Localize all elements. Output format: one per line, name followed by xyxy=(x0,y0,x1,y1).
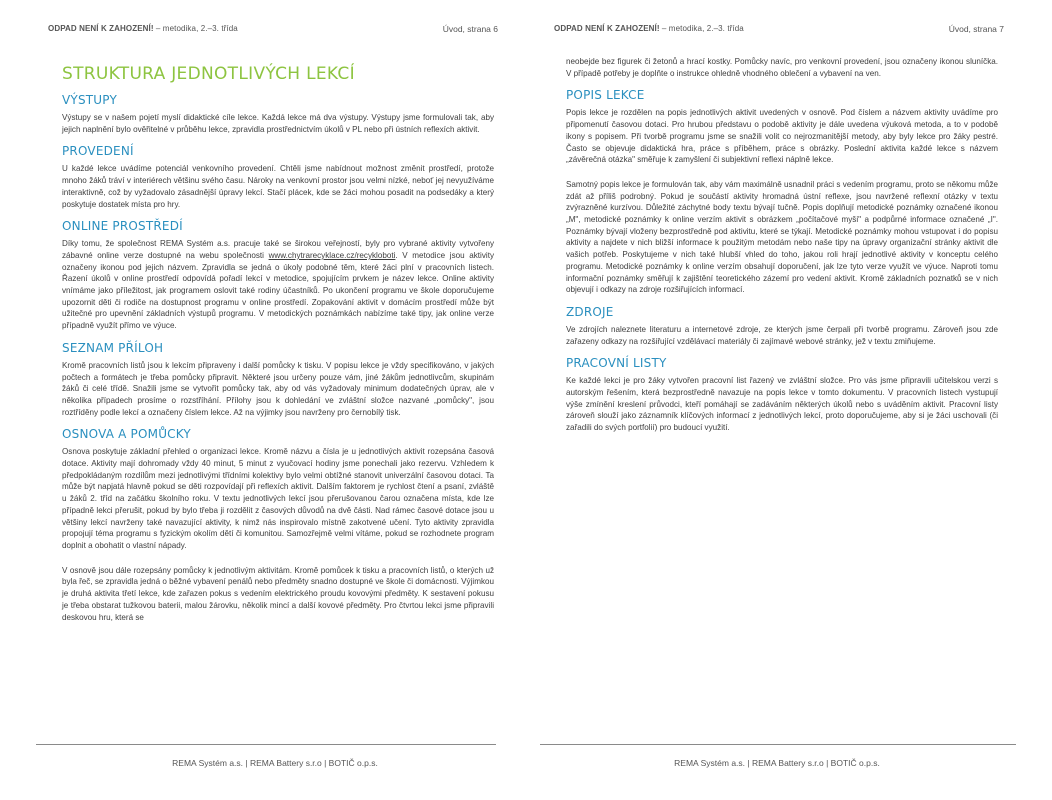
paragraph-provedeni: U každé lekce uvádíme potenciál venkovního provedení. Chtěli jsme nabídnout možnost změnit prostředí, protože mnoho žáků tráví v interiérech většinu svého času. Nároky na venkovní prostor jsou velmi nízké, neboť jej nevyužíváme interaktivně, což by vyžadovalo zásadnější úpravy lekcí. Stačí plácek, kde se žáci mohou posadit na podsedáky a který poskytuje dostatek místa pro hry. xyxy=(62,164,494,209)
paragraph-osnova-1: Osnova poskytuje základní přehled o organizaci lekce. Kromě názvu a čísla je u jednotlivých aktivit rozepsána časová dotace. Aktivity mají dohromady vždy 40 minut, 5 minut z vyučovací hodiny jsme ponechali jako rezervu. Vzhledem k předpokládaným rozdílům mezi jednotlivými třídními kolektivy bylo velmi obtížné stanovit univerzální časovou dotaci. Ta může být napjatá hlavně pokud se děti rozpovídají při reflexích aktivit. Dalším faktorem je rychlost čtení a psaní, zvláště u žáků 2. tříd na začátku školního roku. V textu jednotlivých lekcí jsou přerušovanou čarou označena místa, kde lze případně lekci přerušit, pokud by bylo třeba ji rozdělit z časových důvodů na dvě části. Nad rámec časové dotace jsou u většiny lekcí navrženy také navazující aktivity, k nimž nás inspirovalo místně zakotvené učení. Tyto aktivity zpravidla propojují téma programu s fyzickým okolím dětí či komunitou. Samozřejmě velmi vítáme, pokud se rozhodnete program doplnit a obohatit o vlastní nápady. xyxy=(62,447,494,550)
paragraph-pracovni-listy: Ke každé lekci je pro žáky vytvořen pracovní list řazený ve zvláštní složce. Pro vás jsme připravili učitelskou verzi s autorským řešením, která bezprostředně navazuje na popis lekce v tomto dokumentu. V pracovních listech vystupují výše zmínění kreslení průvodci, kteří pomáhají se zadáváním některých úkolů nebo s uváděním aktivit. Pracovní listy zároveň slouží jako záznamník klíčových informací z jednotlivých lekcí, proto doporučujeme, aby si je žáci uschovali (či zařadili do svých portfolií) pro budoucí využití. xyxy=(566,376,998,433)
section-heading-osnova: OSNOVA A POMŮCKY xyxy=(62,427,191,442)
right-page xyxy=(526,0,1052,800)
section-heading-popis: POPIS LEKCE xyxy=(566,88,645,103)
right-content xyxy=(566,56,998,438)
header-title-bold: ODPAD NENÍ K ZAHOZENÍ! xyxy=(554,24,660,33)
page-label: Úvod, strana 7 xyxy=(948,24,1004,34)
section-heading-zdroje: ZDROJE xyxy=(566,304,614,319)
paragraph-continuation: neobejde bez figurek či žetonů a hrací kostky. Pomůcky navíc, pro venkovní provedení, jsou označeny ikonou sluníčka. V případě potřeby je doplňte o instrukce ohledně vhodného oblečení a vybavení na ven. xyxy=(566,57,998,78)
footer-divider xyxy=(540,744,1016,745)
web-link[interactable]: www.chytrarecyklace.cz/recykloboti xyxy=(268,250,396,260)
paragraph-zdroje: Ve zdrojích naleznete literaturu a internetové zdroje, ze kterých jsme čerpali při tvorbě programu. Zároveň jsou zde zařazeny odkazy na rozšiřující vzdělávací materiály či zajímavé webové stránky, jež v textu zmiňujeme. xyxy=(566,324,998,346)
section-heading-provedeni: PROVEDENÍ xyxy=(62,144,134,159)
paragraph-osnova-2: V osnově jsou dále rozepsány pomůcky k jednotlivým aktivitám. Kromě pomůcek k tisku a pracovních listů, o kterých už byla řeč, se zpravidla jedná o běžné vybavení penálů nebo předměty snadno dostupné ve škole či domácnosti. Výjimkou je druhá aktivita třetí lekce, kde zařazen pokus s vedením elektrického proudu kovovými předměty. K sestavení pokusu je třeba obstarat tužkovou baterii, malou žárovku, několik mincí a další kovové předměty. Pro čtvrtou lekci jsme připravili deskovou hru, která se xyxy=(62,565,494,622)
section-heading-online: ONLINE PROSTŘEDÍ xyxy=(62,219,183,234)
header-title-rest: – metodika, 2.–3. třída xyxy=(659,24,744,33)
paragraph-vystupy: Výstupy se v našem pojetí myslí didaktické cíle lekce. Každá lekce má dva výstupy. Výstupy jsme formulovali tak, aby jejich naplnění bylo ověřitelné v průběhu lekce, zpravidla prostřednictvím úkolů v PL nebo při ústních reflexích aktivit. xyxy=(62,113,494,134)
paragraph-prilohy: Kromě pracovních listů jsou k lekcím připraveny i další pomůcky k tisku. V popisu lekce je vždy specifikováno, v jakých počtech a formátech je třeba pomůcky připravit. Některé jsou určeny pouze vám, jiné žákům jednotlivcům, skupinám žáků či celé třídě. Snažili jsme se vytvořit pomůcky tak, aby od vás vyžadovaly minimum dodatečných úprav, ale v několika případech prosíme o rozstříhání. Přílohy jsou k dohledání ve zvláštní složce nazvané „pomůcky", jsou roztříděny podle lekcí a označeny číslem lekce. Až na výjimky jsou navrženy pro černobílý tisk. xyxy=(62,360,494,417)
paragraph-popis-2: Samotný popis lekce je formulován tak, aby vám maximálně usnadnil práci s vedením programu, proto se někomu může zdát až příliš podrobný. Pokud je součástí aktivity hromadná ústní reflexe, jsou navržené reflexní otázky v textu zvýrazněné kurzívou. Důležité záchytné body textu bývají tučně. Popis doplňují metodické poznámky označené ikonou „M", metodické poznámky k online verzím aktivit s obrázkem „počítačové myši" a podpůrné informace označené „I". Poznámky bývají vloženy bezprostředně pod aktivitu, které se týkají. Metodické poznámky mohou vstupovat i do popisu aktivity a najdete v nich bližší informace k použitým metodám nebo naše tipy na úpravy organizační stránky aktivit dle vašich potřeb. Poskytujeme v nich také hlubší vhled do toho, jakou roli hrají jednotlivé aktivity v konceptu celého programu. Metodické poznámky k online verzím obsahují doporučení, jak lze tyto verze využít ve výuce. Naproti tomu informační poznámky směřují k zajištění teoretického zázemí pro vedení aktivit. Kromě základních poznatků se v nich objevují i odkazy na zdroje rozšiřujících informací. xyxy=(566,179,998,295)
section-heading-pracovni-listy: PRACOVNÍ LISTY xyxy=(566,356,667,371)
footer: REMA Systém a.s. | REMA Battery s.r.o | BOTIČ o.p.s. xyxy=(674,758,880,768)
paragraph-popis-1: Popis lekce je rozdělen na popis jednotlivých aktivit uvedených v osnově. Pod číslem a názvem aktivity uvádíme pro připomenutí časovou dotaci. Pro hrubou představu o podobě aktivity je dále uvedena výuková metoda, a to v podobě ikony s popisem. Při tvorbě programu jsme se snažili volit co nejrozmanitější metody, aby byly lekce pro žáky pestré. Často se objevuje didaktická hra, práce s příběhem, práce s obrázky. Poslední aktivita každé lekce s názvem „závěrečná otázka" směřuje k zamyšlení či subjektivní reflexi náplně lekce. xyxy=(566,108,998,165)
section-heading-prilohy: SEZNAM PŘÍLOH xyxy=(62,340,164,355)
paragraph-online xyxy=(62,238,494,332)
running-header-title xyxy=(554,24,744,33)
page-label: Úvod, strana 6 xyxy=(442,24,498,34)
footer-divider xyxy=(36,744,496,745)
header-title-bold: ODPAD NENÍ K ZAHOZENÍ! xyxy=(48,24,154,33)
running-header-title xyxy=(48,24,238,33)
footer: REMA Systém a.s. | REMA Battery s.r.o | BOTIČ o.p.s. xyxy=(172,758,378,768)
online-text-before-link: Díky tomu, že společnost REMA Systém a.s. pracuje také se širokou veřejností, byly pro vybrané aktivity vytvořeny zábavné online verze dostupné na webu společnosti xyxy=(62,239,494,260)
main-title: STRUKTURA JEDNOTLIVÝCH LEKCÍ xyxy=(62,64,355,84)
section-heading-vystupy: VÝSTUPY xyxy=(62,93,117,107)
online-text-after-link: . V metodice jsou aktivity označeny ikonou pod jejich názvem. Zpravidla se jedná o úkoly podobné těm, které žáci plní v pracovních listech. Řazení úkolů v online prostředí odpovídá pořadí lekcí v metodice, spojujícím prvkem je název lekce. Online aktivity vnímáme jako příležitost, jak programem oslovit také rodiny účastníků. Po ukončení programu ve škole doporučujeme upozornit děti či rodiče na dostupnost programu v online prostředí. Zopakování aktivit v domácím prostředí může být užitečné pro upevnění základních výstupů programu. V metodických poznámkách nabízíme také tipy, jak online verze případně využít přímo ve výuce. xyxy=(62,250,494,331)
left-content xyxy=(62,58,494,627)
header-title-rest: – metodika, 2.–3. třída xyxy=(153,24,238,33)
